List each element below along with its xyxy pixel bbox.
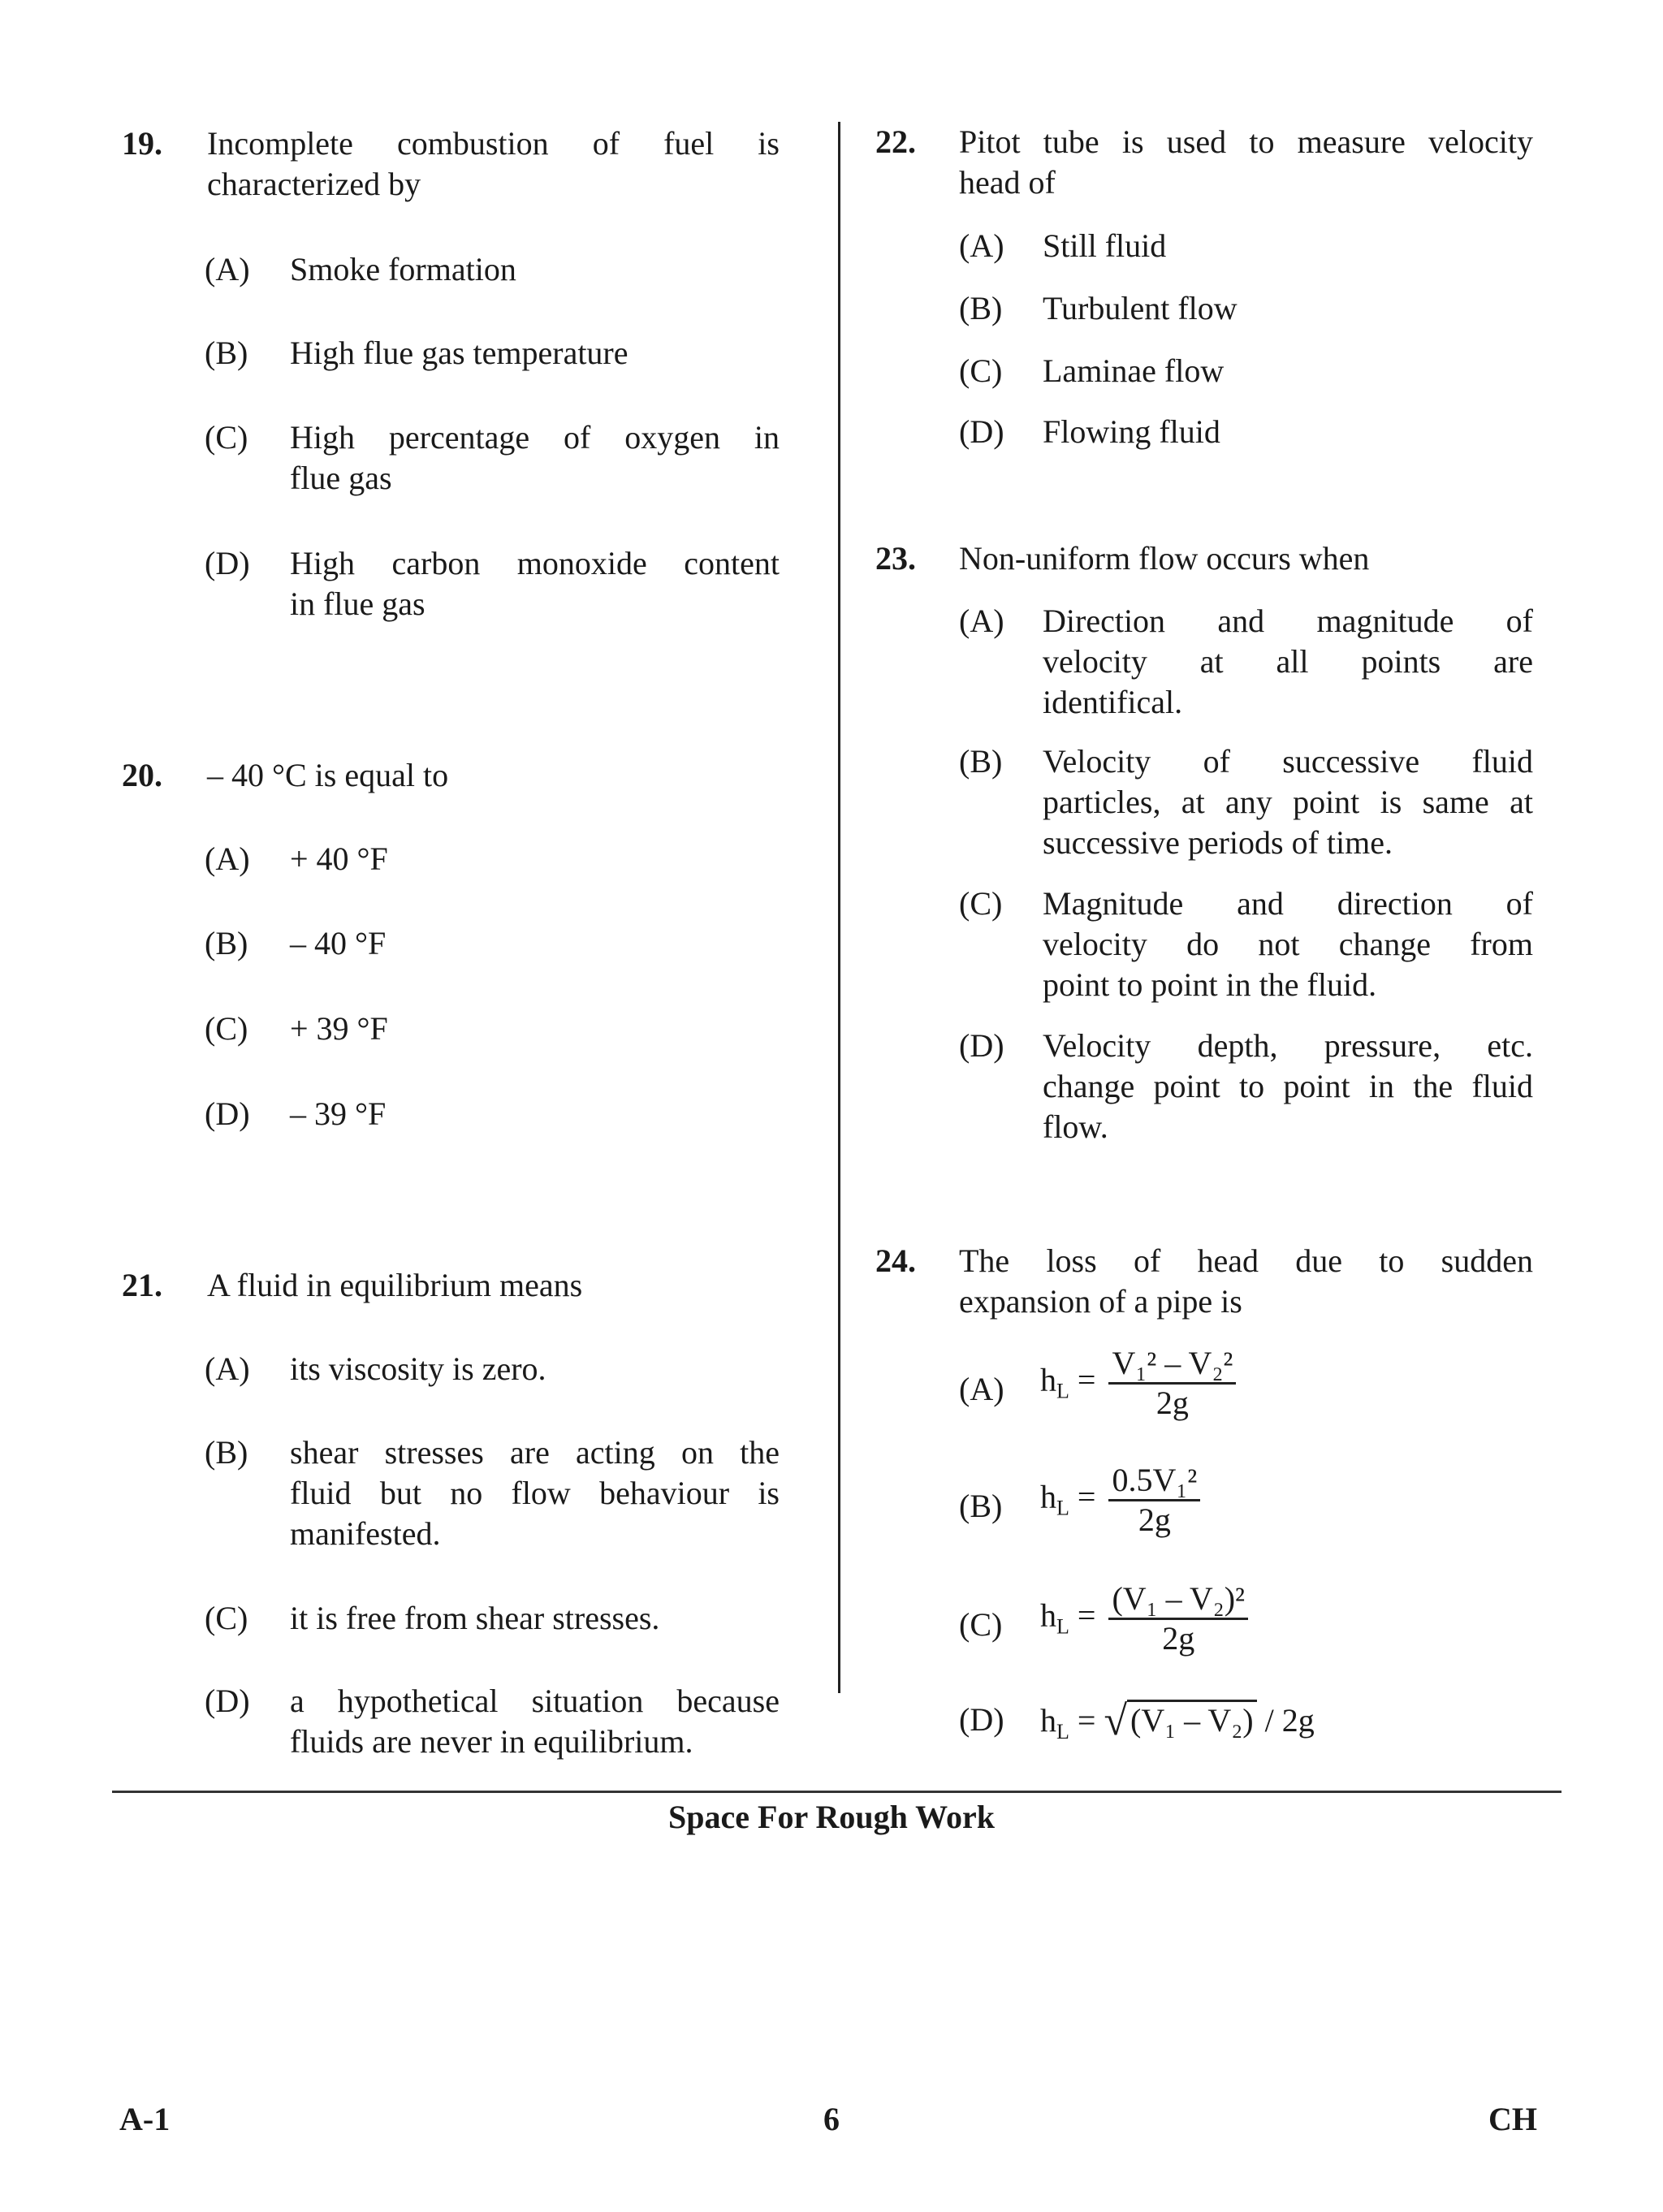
question-stem-line: characterized by [207, 166, 421, 202]
option-text: Direction and magnitude of [1043, 603, 1533, 639]
question-stem: – 40 °C is equal to [207, 757, 449, 793]
option-text: velocity do not change from [1043, 926, 1533, 962]
option-text: its viscosity is zero. [290, 1350, 546, 1387]
option-label: (C) [205, 1600, 248, 1636]
question-23 [875, 538, 1533, 1164]
option-label: (A) [205, 1350, 250, 1387]
question-stem: Non-uniform flow occurs when [959, 540, 1370, 577]
option-text: point to point in the fluid. [1043, 966, 1377, 1003]
option-label: (A) [959, 1371, 1004, 1407]
question-21 [122, 1265, 780, 1769]
option-label: (B) [959, 290, 1003, 326]
question-stem-line: The loss of head due to sudden [959, 1242, 1533, 1279]
option-text: + 40 °F [290, 840, 388, 877]
fraction-numerator: 0.5V₁² [1112, 1462, 1198, 1498]
option-label: (B) [959, 743, 1003, 780]
option-text: fluid but no flow behaviour is [290, 1475, 780, 1511]
equals-sign: = [1077, 1596, 1096, 1634]
formula [1040, 1700, 1315, 1742]
fraction [1108, 1462, 1200, 1539]
question-number: 21. [122, 1267, 162, 1303]
fraction-denominator: 2g [1108, 1499, 1200, 1539]
option-label: (B) [205, 925, 248, 961]
option-text: + 39 °F [290, 1010, 388, 1047]
question-stem-line: Pitot tube is used to measure velocity [959, 123, 1533, 160]
option-text: it is free from shear stresses. [290, 1600, 660, 1636]
equals-sign: = [1077, 1361, 1096, 1398]
option-label: (D) [205, 1095, 250, 1132]
formula-lhs-subscript: L [1056, 1496, 1069, 1520]
question-stem: A fluid in equilibrium means [207, 1267, 583, 1303]
option-a[interactable] [959, 1345, 1533, 1434]
question-stem-line: expansion of a pipe is [959, 1283, 1242, 1320]
option-text: in flue gas [290, 585, 425, 622]
option-b[interactable] [959, 1462, 1533, 1551]
option-label: (A) [205, 251, 250, 287]
option-d[interactable] [959, 1700, 1533, 1748]
question-stem-line: Incomplete combustion of fuel is [207, 125, 780, 162]
formula-lhs-subscript: L [1056, 1379, 1069, 1403]
option-label: (A) [205, 840, 250, 877]
option-text: particles, at any point is same at [1043, 784, 1533, 820]
formula-tail: / 2g [1264, 1702, 1315, 1739]
option-label: (A) [959, 603, 1004, 639]
option-text: flow. [1043, 1108, 1108, 1145]
rough-work-label: Space For Rough Work [668, 1799, 995, 1835]
option-text: Smoke formation [290, 251, 516, 287]
option-label: (D) [205, 1683, 250, 1719]
fraction-denominator: 2g [1108, 1618, 1248, 1657]
column-divider [838, 122, 840, 1693]
option-text: manifested. [290, 1515, 441, 1552]
option-text: Laminae flow [1043, 352, 1225, 389]
fraction-numerator: (V₁ – V₂)² [1112, 1580, 1246, 1617]
question-24 [875, 1241, 1533, 1761]
formula [1040, 1345, 1241, 1422]
formula-lhs: h [1040, 1361, 1056, 1398]
option-text: identifical. [1043, 684, 1183, 720]
option-text: flue gas [290, 460, 392, 496]
option-label: (C) [205, 419, 248, 456]
equals-sign: = [1077, 1478, 1096, 1515]
option-label: (B) [959, 1488, 1003, 1524]
option-text: Velocity of successive fluid [1043, 743, 1533, 780]
option-text: High carbon monoxide content [290, 545, 780, 581]
option-text: change point to point in the fluid [1043, 1068, 1533, 1104]
option-text: High flue gas temperature [290, 335, 628, 371]
option-label: (C) [959, 885, 1003, 922]
formula-lhs: h [1040, 1478, 1056, 1515]
question-stem-line: head of [959, 164, 1056, 201]
option-text: a hypothetical situation because [290, 1683, 780, 1719]
option-label: (B) [205, 335, 248, 371]
question-20 [122, 755, 780, 1145]
equals-sign: = [1077, 1702, 1096, 1739]
option-text: Flowing fluid [1043, 413, 1220, 450]
option-label: (D) [959, 1701, 1004, 1738]
formula [1040, 1580, 1253, 1657]
formula-lhs-subscript: L [1056, 1720, 1069, 1743]
option-text: Still fluid [1043, 227, 1167, 264]
question-stem [959, 1241, 1533, 1322]
option-label: (B) [205, 1434, 248, 1471]
question-stem [207, 123, 780, 205]
question-number: 22. [875, 123, 916, 160]
option-label: (D) [205, 545, 250, 581]
fraction [1108, 1580, 1248, 1657]
rough-work-rule [112, 1791, 1561, 1793]
question-22 [875, 122, 1533, 463]
option-text: successive periods of time. [1043, 824, 1393, 861]
option-text: Turbulent flow [1043, 290, 1238, 326]
option-label: (C) [959, 352, 1003, 389]
option-text: – 40 °F [290, 925, 387, 961]
option-label: (C) [205, 1010, 248, 1047]
option-c[interactable] [959, 1580, 1533, 1670]
question-number: 24. [875, 1242, 916, 1279]
question-19 [122, 123, 780, 643]
formula-lhs-subscript: L [1056, 1614, 1069, 1639]
question-number: 19. [122, 125, 162, 162]
option-label: (A) [959, 227, 1004, 264]
formula [1040, 1462, 1205, 1539]
footer-page-number: 6 [823, 2101, 840, 2137]
fraction [1108, 1345, 1236, 1422]
fraction-numerator: V₁² – V₂² [1112, 1345, 1233, 1381]
option-text: shear stresses are acting on the [290, 1434, 780, 1471]
square-root-icon: √ [1104, 1698, 1127, 1744]
question-number: 23. [875, 540, 916, 577]
radicand: (V₁ – V₂) [1127, 1700, 1257, 1739]
option-text: fluids are never in equilibrium. [290, 1723, 693, 1760]
option-label: (C) [959, 1606, 1003, 1643]
option-text: Velocity depth, pressure, etc. [1043, 1027, 1533, 1064]
option-label: (D) [959, 1027, 1004, 1064]
option-text: – 39 °F [290, 1095, 387, 1132]
question-stem [959, 122, 1533, 203]
option-label: (D) [959, 413, 1004, 450]
option-text: velocity at all points are [1043, 643, 1533, 680]
formula-lhs: h [1040, 1702, 1056, 1739]
fraction-denominator: 2g [1108, 1382, 1236, 1422]
footer-subject-code: CH [1488, 2101, 1537, 2137]
option-text: High percentage of oxygen in [290, 419, 780, 456]
question-number: 20. [122, 757, 162, 793]
footer-series-code: A-1 [119, 2101, 171, 2137]
formula-lhs: h [1040, 1596, 1056, 1634]
option-text: Magnitude and direction of [1043, 885, 1533, 922]
